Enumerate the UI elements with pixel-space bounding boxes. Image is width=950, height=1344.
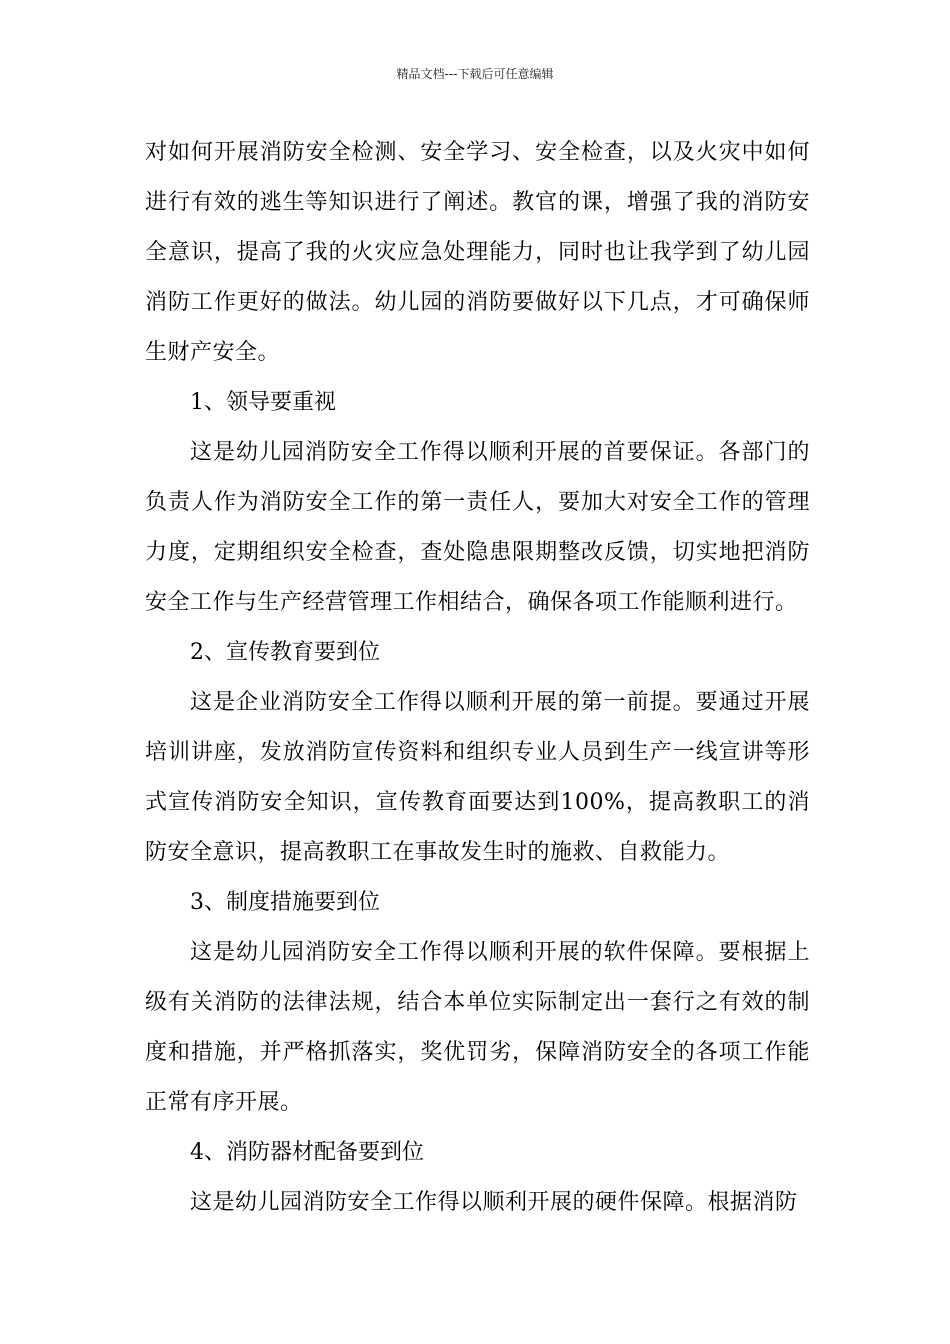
paragraph-measures: 这是幼儿园消防安全工作得以顺利开展的软件保障。要根据上级有关消防的法律法规，结合本单位实际制定出一套行之有效的制度和措施，并严格抓落实，奖优罚劣，保障消防安全的各项工作能正常有序开展。 xyxy=(145,940,810,1115)
paragraph-intro: 对如何开展消防安全检测、安全学习、安全检查，以及火灾中如何进行有效的逃生等知识进行了阐述。教官的课，增强了我的消防安全意识，提高了我的火灾应急处理能力，同时也让我学到了幼儿园消防工作更好的做法。幼儿园的消防要做好以下几点，才可确保师生财产安全。 xyxy=(145,140,810,365)
section-heading-4: 4、消防器材配备要到位 xyxy=(190,1140,424,1165)
section-heading-3: 3、制度措施要到位 xyxy=(190,890,380,915)
paragraph-education: 这是企业消防安全工作得以顺利开展的第一前提。要通过开展培训讲座，发放消防宣传资料和组织专业人员到生产一线宣讲等形式宣传消防安全知识，宣传教育面要达到100%，提高教职工的消防安全意识，提高教职工在事故发生时的施救、自救能力。 xyxy=(145,690,810,865)
document-body xyxy=(145,128,810,1228)
section-heading-2: 2、宣传教育要到位 xyxy=(190,640,380,665)
paragraph-equipment: 这是幼儿园消防安全工作得以顺利开展的硬件保障。根据消防 xyxy=(190,1190,798,1215)
paragraph-leadership: 这是幼儿园消防安全工作得以顺利开展的首要保证。各部门的负责人作为消防安全工作的第一责任人，要加大对安全工作的管理力度，定期组织安全检查，查处隐患限期整改反馈，切实地把消防安全工作与生产经营管理工作相结合，确保各项工作能顺利进行。 xyxy=(145,440,810,615)
section-heading-1: 1、领导要重视 xyxy=(190,390,336,415)
page-header: 精品文档---下载后可任意编辑 xyxy=(396,67,554,81)
